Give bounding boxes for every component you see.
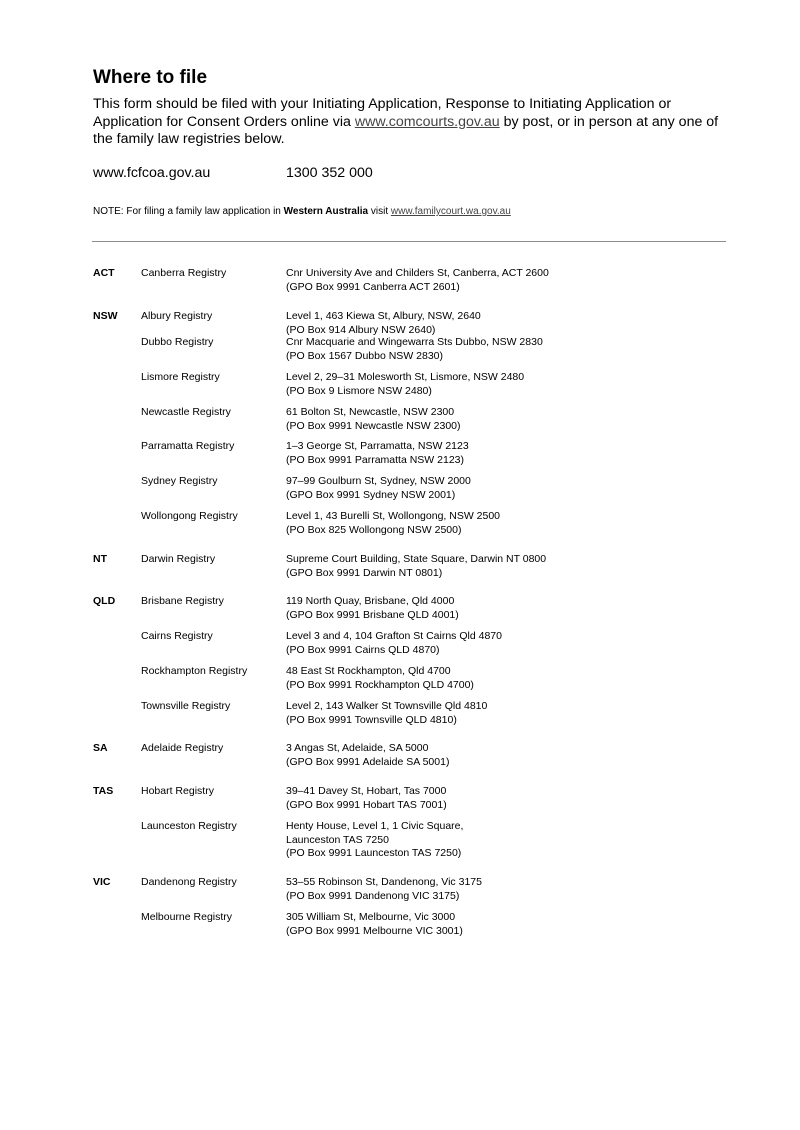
registry-address-line: 39–41 Davey St, Hobart, Tas 7000 (286, 785, 447, 797)
registry-address-line: Level 1, 463 Kiewa St, Albury, NSW, 2640 (286, 310, 481, 322)
registry-name: Lismore Registry (141, 371, 220, 383)
registry-name: Dandenong Registry (141, 876, 237, 888)
registry-address-line: Supreme Court Building, State Square, Darwin NT 0800 (286, 553, 547, 565)
registry-address-line: 61 Bolton St, Newcastle, NSW 2300 (286, 406, 455, 418)
registry-name: Wollongong Registry (141, 510, 238, 522)
registry-address-line: (PO Box 9991 Rockhampton QLD 4700) (286, 678, 474, 691)
registry-name: Rockhampton Registry (141, 665, 248, 677)
registry-address-line: (PO Box 9 Lismore NSW 2480) (286, 384, 432, 397)
registry-address-line: (GPO Box 9991 Melbourne VIC 3001) (286, 924, 463, 937)
registry-name: Darwin Registry (141, 553, 216, 565)
registry-address-line: (GPO Box 9991 Sydney NSW 2001) (286, 488, 456, 501)
registry-address-line: Level 3 and 4, 104 Grafton St Cairns Qld 4870 (286, 630, 502, 642)
registry-name: Melbourne Registry (141, 911, 233, 923)
registry-state: ACT (93, 267, 115, 279)
registry-address-line: (PO Box 914 Albury NSW 2640) (286, 323, 436, 336)
registry-state: TAS (93, 785, 114, 797)
registry-address-line: (GPO Box 9991 Hobart TAS 7001) (286, 798, 447, 811)
familycourt-wa-link[interactable]: www.familycourt.wa.gov.au (390, 206, 511, 217)
registry-address-line: 48 East St Rockhampton, Qld 4700 (286, 665, 451, 677)
registry-address-line: Level 2, 29–31 Molesworth St, Lismore, NSW 2480 (286, 371, 525, 383)
registry-state: NSW (93, 310, 118, 322)
wa-note (93, 205, 511, 219)
website-text: www.fcfcoa.gov.au (93, 165, 211, 181)
registry-address-line: (PO Box 9991 Townsville QLD 4810) (286, 713, 457, 726)
registry-name: Albury Registry (141, 310, 213, 322)
page-title: Where to file (93, 67, 208, 88)
registry-address-line: (PO Box 9991 Newcastle NSW 2300) (286, 419, 461, 432)
registry-name: Brisbane Registry (141, 595, 224, 607)
registry-name: Hobart Registry (141, 785, 214, 797)
registry-address-line: Cnr Macquarie and Wingewarra Sts Dubbo, NSW 2830 (286, 336, 543, 348)
registry-address-line: 1–3 George St, Parramatta, NSW 2123 (286, 440, 469, 452)
registry-address-line: (PO Box 825 Wollongong NSW 2500) (286, 523, 462, 536)
registry-state: VIC (93, 876, 111, 888)
registry-address-line: (PO Box 9991 Dandenong VIC 3175) (286, 889, 460, 902)
note-text-middle: visit (368, 206, 391, 217)
note-text-before: NOTE: For filing a family law application in (93, 206, 284, 217)
registry-name: Adelaide Registry (141, 742, 224, 754)
registry-name: Dubbo Registry (141, 336, 214, 348)
comcourts-link[interactable]: www.comcourts.gov.au (354, 113, 500, 130)
registry-address-line: 97–99 Goulburn St, Sydney, NSW 2000 (286, 475, 471, 487)
registry-address-line: (GPO Box 9991 Canberra ACT 2601) (286, 280, 460, 293)
intro-text-before: This form should be filed with your Initiating Application, Response to Initiating Application or Application for Consent Orders online via (93, 96, 672, 130)
registry-address-line: (GPO Box 9991 Adelaide SA 5001) (286, 755, 450, 768)
registry-name: Sydney Registry (141, 475, 218, 487)
registry-address-line: Launceston TAS 7250 (286, 833, 389, 846)
registry-state: NT (93, 553, 107, 565)
registry-address-line: 119 North Quay, Brisbane, Qld 4000 (286, 595, 455, 607)
registry-address-line: (PO Box 9991 Cairns QLD 4870) (286, 643, 440, 656)
registry-address-line: (PO Box 9991 Launceston TAS 7250) (286, 847, 462, 859)
registry-address-line: Level 1, 43 Burelli St, Wollongong, NSW 2500 (286, 510, 501, 522)
phone-number: 1300 352 000 (286, 165, 373, 181)
registry-state: QLD (93, 595, 116, 607)
section-divider (92, 241, 726, 242)
registry-address-line: Henty House, Level 1, 1 Civic Square, (286, 820, 464, 832)
registry-state: SA (93, 742, 108, 754)
registry-name: Launceston Registry (141, 820, 237, 832)
registry-address-line: Cnr University Ave and Childers St, Canberra, ACT 2600 (286, 267, 549, 279)
registry-name: Townsville Registry (141, 700, 231, 712)
registry-address-line: 53–55 Robinson St, Dandenong, Vic 3175 (286, 876, 482, 888)
registry-address-line: Level 2, 143 Walker St Townsville Qld 4810 (286, 700, 488, 712)
note-state-bold: Western Australia (283, 206, 369, 217)
registry-address-line: (GPO Box 9991 Brisbane QLD 4001) (286, 608, 459, 621)
registry-name: Canberra Registry (141, 267, 227, 279)
registry-address-line: (PO Box 9991 Parramatta NSW 2123) (286, 453, 464, 466)
registry-address-line: (GPO Box 9991 Darwin NT 0801) (286, 566, 443, 579)
registry-name: Parramatta Registry (141, 440, 235, 452)
intro-text-after: by post, or in person at any one of the family law registries below. (93, 113, 719, 147)
intro-paragraph (93, 96, 733, 149)
registry-address-line: (PO Box 1567 Dubbo NSW 2830) (286, 349, 443, 362)
registry-address-line: 305 William St, Melbourne, Vic 3000 (286, 911, 456, 923)
registry-name: Newcastle Registry (141, 406, 231, 418)
registry-name: Cairns Registry (141, 630, 213, 642)
registry-address-line: 3 Angas St, Adelaide, SA 5000 (286, 742, 429, 754)
